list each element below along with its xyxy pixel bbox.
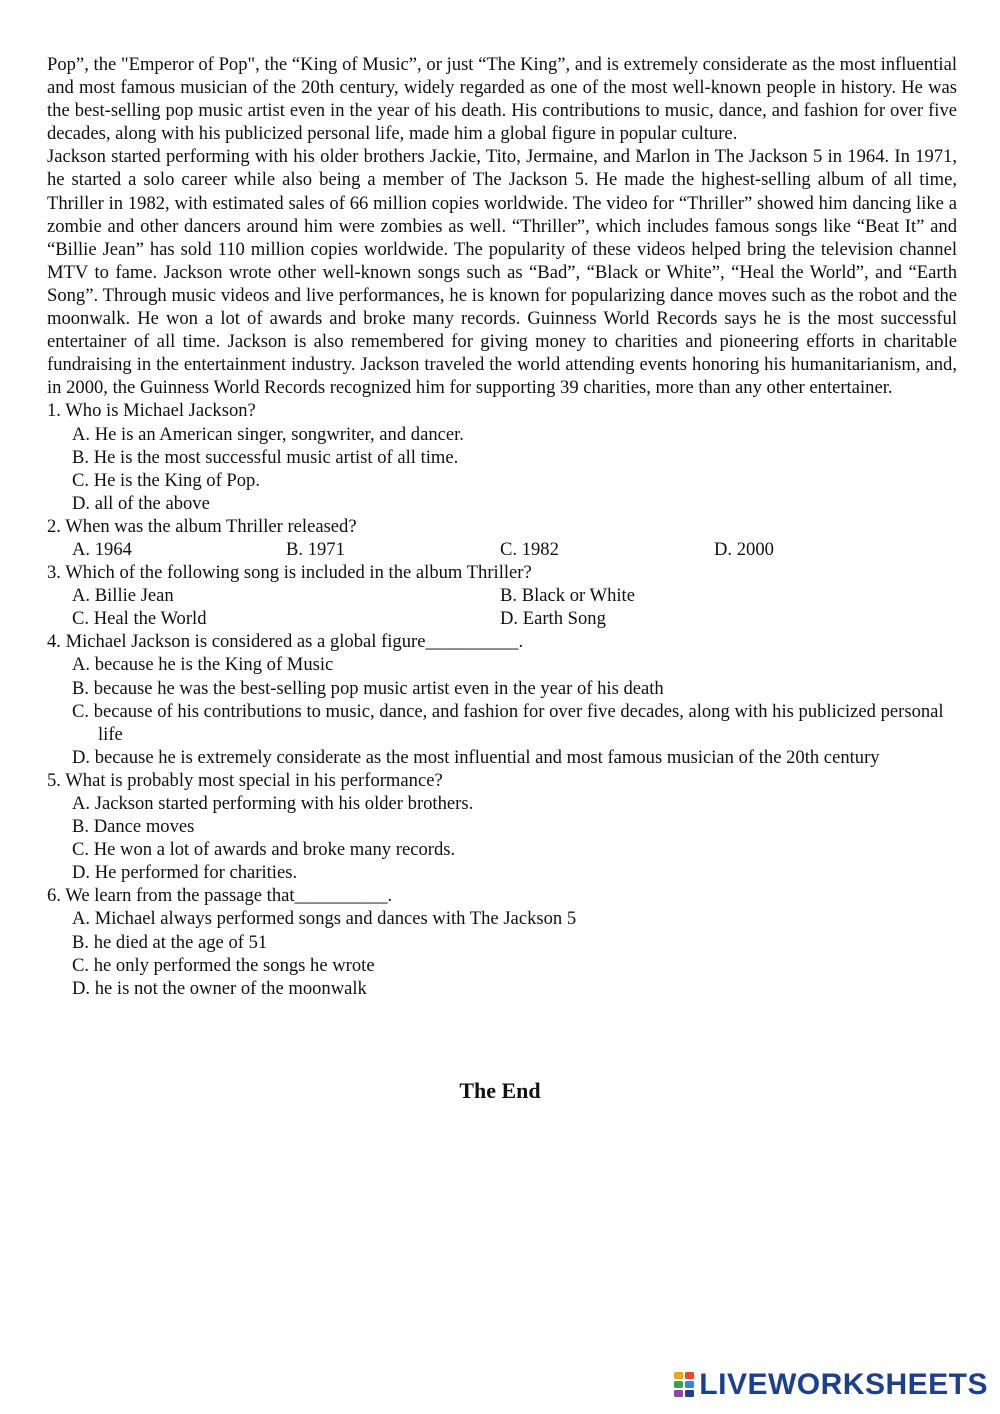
question-4-stem: 4. Michael Jackson is considered as a global figure__________. <box>47 631 524 653</box>
question-3-options-row-2 <box>47 607 957 630</box>
question-5-stem: 5. What is probably most special in his performance? <box>47 769 443 791</box>
question-5-option-d: D. He performed for charities. <box>72 862 298 884</box>
question-6-option-b: B. he died at the age of 51 <box>72 931 268 953</box>
question-4-option-b: B. because he was the best-selling pop music artist even in the year of his death <box>72 677 664 699</box>
question-2-option-b: B. 1971 <box>286 538 345 560</box>
question-6-stem: 6. We learn from the passage that__________. <box>47 885 393 907</box>
question-2-option-c: C. 1982 <box>500 538 559 560</box>
passage-paragraph-2: Jackson started performing with his older brothers Jackie, Tito, Jermaine, and Marlon in The Jackson 5 in 1964. In 1971, he started a solo career while also being a member of The Jackson 5. He made the highest-selling album of all time, Thriller in 1982, with estimated sales of 66 million copies worldwide. The video for “Thriller” showed him dancing like a zombie and other dancers around him were zombies as well. “Thriller”, which includes famous songs like “Beat It” and “Billie Jean” has sold 110 million copies worldwide. The popularity of these videos helped bring the television channel MTV to fame. Jackson wrote other well-known songs such as “Bad”, “Black or White”, “Heal the World”, and “Earth Song”. Through music videos and live performances, he is known for popularizing dance moves such as the robot and the moonwalk. He won a lot of awards and broke many records. Guinness World Records says he is the most successful entertainer of all time. Jackson is also remembered for giving money to charities and pioneering efforts in charitable fundraising in the entertainment industry. Jackson traveled the world attending events honoring his humanitarianism, and, in 2000, the Guinness World Records recognized him for supporting 39 charities, more than any other entertainer. <box>47 146 957 399</box>
question-3-option-b: B. Black or White <box>500 585 635 607</box>
question-1-option-a: A. He is an American singer, songwriter, and dancer. <box>72 423 464 445</box>
question-4-option-a: A. because he is the King of Music <box>72 654 334 676</box>
question-5-option-c: C. He won a lot of awards and broke many records. <box>72 839 456 861</box>
question-1-option-b: B. He is the most successful music artist of all time. <box>72 446 459 468</box>
the-end-heading: The End <box>459 1078 541 1103</box>
question-2-options <box>47 538 957 561</box>
question-6-option-d: D. he is not the owner of the moonwalk <box>72 977 367 999</box>
question-5-option-b: B. Dance moves <box>72 816 195 838</box>
question-6-option-c: C. he only performed the songs he wrote <box>72 954 375 976</box>
question-4-option-c: C. because of his contributions to music, dance, and fashion for over five decades, along with his publicized personal life <box>72 700 944 745</box>
question-6-option-a: A. Michael always performed songs and dances with The Jackson 5 <box>72 908 577 930</box>
question-3-options-row-1 <box>47 584 957 607</box>
question-1-option-c: C. He is the King of Pop. <box>72 469 260 491</box>
question-4-option-d: D. because he is extremely considerate as the most influential and most famous musician of the 20th century <box>72 746 880 768</box>
question-2-stem: 2. When was the album Thriller released? <box>47 515 357 537</box>
question-1-option-d: D. all of the above <box>72 492 210 514</box>
liveworksheets-logo-text: LIVEWORKSHEETS <box>699 1368 988 1401</box>
question-2-option-d: D. 2000 <box>714 538 774 560</box>
question-2-option-a: A. 1964 <box>72 538 132 560</box>
liveworksheets-logo <box>674 1368 988 1402</box>
question-5-option-a: A. Jackson started performing with his older brothers. <box>72 793 474 814</box>
question-3-option-c: C. Heal the World <box>72 608 207 630</box>
question-3-option-d: D. Earth Song <box>500 608 606 630</box>
worksheet-body <box>47 53 957 1000</box>
question-3-option-a: A. Billie Jean <box>72 585 174 607</box>
liveworksheets-logo-icon <box>674 1371 696 1399</box>
question-3-stem: 3. Which of the following song is included in the album Thriller? <box>47 562 532 584</box>
passage-paragraph-1: Pop”, the "Emperor of Pop", the “King of Music”, or just “The King”, and is extremely considerate as the most influential and most famous musician of the 20th century, widely regarded as one of the most well-known people in history. He was the best-selling pop music artist even in the year of his death. His contributions to music, dance, and fashion for over five decades, along with his publicized personal life, made him a global figure in popular culture. <box>47 54 957 145</box>
question-1-stem: 1. Who is Michael Jackson? <box>47 400 256 422</box>
